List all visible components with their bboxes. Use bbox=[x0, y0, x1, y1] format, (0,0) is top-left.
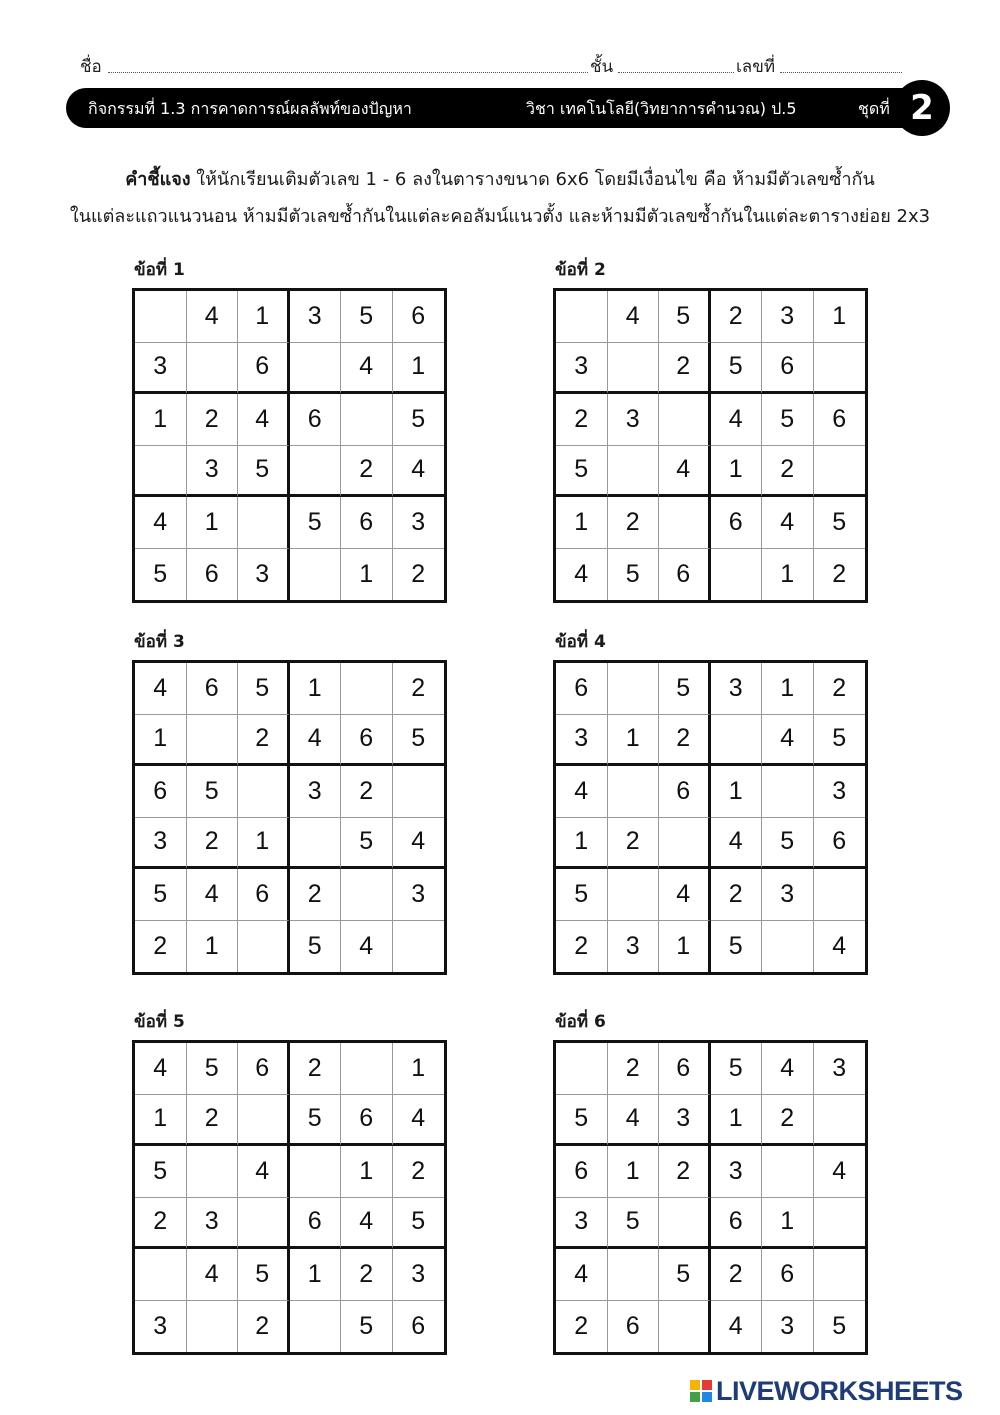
sudoku-given-cell: 6 bbox=[608, 1301, 660, 1353]
sudoku-given-cell: 1 bbox=[814, 291, 866, 343]
class-field[interactable] bbox=[618, 72, 734, 73]
sudoku-given-cell: 1 bbox=[187, 921, 239, 973]
sudoku-empty-cell[interactable] bbox=[290, 446, 342, 498]
sudoku-given-cell: 4 bbox=[187, 291, 239, 343]
sudoku-given-cell: 3 bbox=[135, 1301, 187, 1353]
sudoku-given-cell: 1 bbox=[290, 1249, 342, 1301]
sudoku-given-cell: 4 bbox=[135, 663, 187, 715]
instructions-line-1 bbox=[40, 164, 960, 193]
sudoku-given-cell: 2 bbox=[608, 818, 660, 870]
sudoku-given-cell: 5 bbox=[238, 1249, 290, 1301]
puzzle-3-grid bbox=[132, 660, 447, 975]
sudoku-given-cell: 5 bbox=[393, 715, 445, 767]
sudoku-empty-cell[interactable] bbox=[608, 1249, 660, 1301]
puzzle-2-title: ข้อที่ 2 bbox=[555, 260, 606, 280]
sudoku-given-cell: 4 bbox=[556, 766, 608, 818]
sudoku-empty-cell[interactable] bbox=[238, 921, 290, 973]
sudoku-given-cell: 6 bbox=[762, 343, 814, 395]
sudoku-given-cell: 4 bbox=[341, 1198, 393, 1250]
sudoku-given-cell: 4 bbox=[814, 1146, 866, 1198]
sudoku-given-cell: 5 bbox=[238, 663, 290, 715]
sudoku-empty-cell[interactable] bbox=[608, 663, 660, 715]
set-label: ชุดที่ bbox=[858, 99, 890, 118]
sudoku-given-cell: 5 bbox=[393, 1198, 445, 1250]
sudoku-given-cell: 2 bbox=[187, 1095, 239, 1147]
sudoku-empty-cell[interactable] bbox=[238, 497, 290, 549]
sudoku-given-cell: 1 bbox=[238, 818, 290, 870]
sudoku-given-cell: 5 bbox=[659, 1249, 711, 1301]
number-label: เลขที่ bbox=[736, 57, 776, 77]
sudoku-empty-cell[interactable] bbox=[659, 394, 711, 446]
sudoku-given-cell: 6 bbox=[290, 1198, 342, 1250]
sudoku-given-cell: 2 bbox=[341, 766, 393, 818]
instructions-text-1: ให้นักเรียนเติมตัวเลข 1 - 6 ลงในตารางขนาด 6x6 โดยมีเงื่อนไข คือ ห้ามมีตัวเลขซ้ำกัน bbox=[196, 169, 875, 190]
sudoku-empty-cell[interactable] bbox=[814, 446, 866, 498]
sudoku-given-cell: 2 bbox=[659, 343, 711, 395]
sudoku-given-cell: 3 bbox=[762, 1301, 814, 1353]
sudoku-empty-cell[interactable] bbox=[341, 1043, 393, 1095]
instructions-text-2: ในแต่ละแถวแนวนอน ห้ามมีตัวเลขซ้ำกันในแต่ละคอลัมน์แนวตั้ง และห้ามมีตัวเลขซ้ำกันในแต่ละตารางย่อย 2x3 bbox=[69, 206, 931, 227]
sudoku-given-cell: 3 bbox=[393, 1249, 445, 1301]
name-field[interactable] bbox=[108, 72, 588, 73]
sudoku-given-cell: 1 bbox=[711, 766, 763, 818]
sudoku-given-cell: 5 bbox=[290, 497, 342, 549]
sudoku-given-cell: 3 bbox=[135, 818, 187, 870]
sudoku-given-cell: 3 bbox=[290, 291, 342, 343]
sudoku-empty-cell[interactable] bbox=[135, 1249, 187, 1301]
puzzle-4-title: ข้อที่ 4 bbox=[555, 632, 606, 652]
sudoku-given-cell: 6 bbox=[238, 869, 290, 921]
logo-text: LIVEWORKSHEETS bbox=[716, 1376, 963, 1406]
sudoku-given-cell: 1 bbox=[393, 1043, 445, 1095]
sudoku-given-cell: 5 bbox=[762, 818, 814, 870]
sudoku-given-cell: 2 bbox=[187, 818, 239, 870]
sudoku-given-cell: 4 bbox=[711, 394, 763, 446]
sudoku-given-cell: 5 bbox=[135, 549, 187, 601]
sudoku-given-cell: 4 bbox=[393, 446, 445, 498]
logo-squares-icon bbox=[690, 1380, 712, 1402]
sudoku-given-cell: 2 bbox=[832, 559, 847, 588]
sudoku-given-cell: 3 bbox=[393, 497, 445, 549]
sudoku-empty-cell[interactable] bbox=[659, 1198, 711, 1250]
sudoku-empty-cell[interactable] bbox=[711, 715, 763, 767]
sudoku-given-cell: 2 bbox=[341, 446, 393, 498]
sudoku-given-cell: 1 bbox=[135, 715, 187, 767]
sudoku-empty-cell[interactable] bbox=[187, 1146, 239, 1198]
sudoku-empty-cell[interactable] bbox=[135, 291, 187, 343]
sudoku-given-cell: 1 bbox=[659, 921, 711, 973]
sudoku-empty-cell[interactable] bbox=[341, 869, 393, 921]
sudoku-given-cell: 3 bbox=[814, 1043, 866, 1095]
sudoku-empty-cell[interactable] bbox=[608, 343, 660, 395]
sudoku-given-cell: 5 bbox=[762, 394, 814, 446]
sudoku-empty-cell[interactable] bbox=[608, 446, 660, 498]
sudoku-given-cell: 2 bbox=[659, 715, 711, 767]
sudoku-given-cell: 3 bbox=[393, 869, 445, 921]
sudoku-given-cell: 2 bbox=[711, 291, 763, 343]
name-label: ชื่อ bbox=[80, 57, 102, 77]
sudoku-empty-cell[interactable] bbox=[814, 1198, 866, 1250]
sudoku-given-cell: 5 bbox=[290, 1095, 342, 1147]
sudoku-given-cell: 4 bbox=[762, 715, 814, 767]
sudoku-given-cell: 4 bbox=[711, 818, 763, 870]
sudoku-given-cell: 5 bbox=[556, 446, 608, 498]
sudoku-given-cell: 2 bbox=[711, 869, 763, 921]
sudoku-empty-cell[interactable] bbox=[341, 394, 393, 446]
sudoku-given-cell: 1 bbox=[341, 549, 393, 601]
sudoku-empty-cell[interactable] bbox=[290, 1301, 342, 1353]
sudoku-given-cell: 6 bbox=[290, 394, 342, 446]
sudoku-given-cell: 6 bbox=[762, 1249, 814, 1301]
sudoku-given-cell: 4 bbox=[556, 549, 608, 601]
sudoku-given-cell: 4 bbox=[238, 394, 290, 446]
sudoku-empty-cell[interactable] bbox=[814, 869, 866, 921]
sudoku-given-cell: 1 bbox=[341, 1146, 393, 1198]
sudoku-empty-cell[interactable] bbox=[290, 1146, 342, 1198]
sudoku-given-cell: 2 bbox=[290, 1043, 342, 1095]
sudoku-given-cell: 5 bbox=[393, 394, 445, 446]
sudoku-given-cell: 2 bbox=[411, 559, 426, 588]
sudoku-empty-cell[interactable] bbox=[238, 1095, 290, 1147]
sudoku-given-cell: 5 bbox=[608, 1198, 660, 1250]
sudoku-given-cell: 2 bbox=[238, 715, 290, 767]
sudoku-given-cell: 4 bbox=[187, 869, 239, 921]
sudoku-given-cell: 4 bbox=[238, 1146, 290, 1198]
sudoku-empty-cell[interactable] bbox=[187, 343, 239, 395]
sudoku-given-cell: 5 bbox=[814, 497, 866, 549]
sudoku-given-cell: 5 bbox=[711, 343, 763, 395]
sudoku-empty-cell[interactable] bbox=[393, 921, 445, 973]
sudoku-given-cell: 2 bbox=[608, 497, 660, 549]
sudoku-given-cell: 1 bbox=[762, 1198, 814, 1250]
puzzle-6-title: ข้อที่ 6 bbox=[555, 1012, 606, 1032]
puzzle-2-grid bbox=[553, 288, 868, 603]
sudoku-given-cell: 1 bbox=[608, 715, 660, 767]
sudoku-empty-cell[interactable] bbox=[608, 869, 660, 921]
sudoku-given-cell: 6 bbox=[711, 1198, 763, 1250]
sudoku-given-cell: 1 bbox=[135, 394, 187, 446]
sudoku-given-cell: 5 bbox=[711, 1043, 763, 1095]
sudoku-given-cell: 2 bbox=[290, 869, 342, 921]
sudoku-given-cell: 5 bbox=[832, 1311, 847, 1340]
sudoku-empty-cell[interactable] bbox=[187, 715, 239, 767]
instructions-line-2 bbox=[40, 201, 960, 230]
sudoku-given-cell: 3 bbox=[762, 291, 814, 343]
sudoku-given-cell: 5 bbox=[341, 1301, 393, 1353]
sudoku-given-cell: 1 bbox=[711, 1095, 763, 1147]
sudoku-given-cell: 3 bbox=[556, 1198, 608, 1250]
sudoku-empty-cell[interactable] bbox=[187, 1301, 239, 1353]
sudoku-given-cell: 4 bbox=[659, 869, 711, 921]
sudoku-given-cell: 6 bbox=[711, 497, 763, 549]
sudoku-given-cell: 6 bbox=[238, 343, 290, 395]
sudoku-given-cell: 2 bbox=[135, 921, 187, 973]
sudoku-given-cell: 6 bbox=[393, 291, 445, 343]
sudoku-given-cell: 5 bbox=[135, 1146, 187, 1198]
sudoku-empty-cell[interactable] bbox=[659, 818, 711, 870]
sudoku-given-cell: 4 bbox=[762, 497, 814, 549]
number-field[interactable] bbox=[780, 72, 902, 73]
sudoku-empty-cell[interactable] bbox=[814, 1095, 866, 1147]
sudoku-empty-cell[interactable] bbox=[290, 549, 342, 601]
header-banner bbox=[66, 88, 928, 128]
sudoku-given-cell: 5 bbox=[659, 663, 711, 715]
sudoku-given-cell: 3 bbox=[187, 1198, 239, 1250]
sudoku-empty-cell[interactable] bbox=[341, 663, 393, 715]
sudoku-given-cell: 2 bbox=[187, 394, 239, 446]
sudoku-given-cell: 6 bbox=[411, 1311, 426, 1340]
sudoku-given-cell: 2 bbox=[608, 1043, 660, 1095]
class-label: ชั้น bbox=[590, 57, 614, 77]
puzzle-4-grid bbox=[553, 660, 868, 975]
sudoku-given-cell: 1 bbox=[187, 497, 239, 549]
sudoku-given-cell: 1 bbox=[762, 549, 814, 601]
sudoku-given-cell: 2 bbox=[659, 1146, 711, 1198]
puzzle-5-title: ข้อที่ 5 bbox=[134, 1012, 185, 1032]
sudoku-given-cell: 2 bbox=[556, 394, 608, 446]
sudoku-empty-cell[interactable] bbox=[556, 291, 608, 343]
puzzle-1-title: ข้อที่ 1 bbox=[134, 260, 185, 280]
sudoku-given-cell: 2 bbox=[556, 1301, 608, 1353]
sudoku-given-cell: 6 bbox=[556, 663, 608, 715]
sudoku-given-cell: 4 bbox=[393, 818, 445, 870]
sudoku-given-cell: 2 bbox=[762, 446, 814, 498]
sudoku-empty-cell[interactable] bbox=[135, 446, 187, 498]
sudoku-empty-cell[interactable] bbox=[238, 766, 290, 818]
sudoku-given-cell: 4 bbox=[608, 291, 660, 343]
sudoku-given-cell: 3 bbox=[187, 446, 239, 498]
instructions-label: คำชี้แจง bbox=[125, 169, 191, 190]
sudoku-given-cell: 4 bbox=[393, 1095, 445, 1147]
sudoku-empty-cell[interactable] bbox=[814, 343, 866, 395]
sudoku-given-cell: 2 bbox=[814, 663, 866, 715]
sudoku-given-cell: 1 bbox=[556, 497, 608, 549]
sudoku-given-cell: 1 bbox=[556, 818, 608, 870]
sudoku-given-cell: 2 bbox=[341, 1249, 393, 1301]
sudoku-given-cell: 1 bbox=[608, 1146, 660, 1198]
sudoku-given-cell: 6 bbox=[814, 818, 866, 870]
activity-title: กิจกรรมที่ 1.3 การคาดการณ์ผลลัพท์ของปัญหา bbox=[88, 99, 412, 118]
sudoku-given-cell: 5 bbox=[135, 869, 187, 921]
sudoku-empty-cell[interactable] bbox=[762, 766, 814, 818]
sudoku-given-cell: 4 bbox=[608, 1095, 660, 1147]
sudoku-given-cell: 5 bbox=[187, 766, 239, 818]
sudoku-given-cell: 6 bbox=[659, 549, 711, 601]
puzzle-5-grid bbox=[132, 1040, 447, 1355]
sudoku-given-cell: 3 bbox=[556, 715, 608, 767]
sudoku-given-cell: 5 bbox=[238, 446, 290, 498]
puzzle-3-title: ข้อที่ 3 bbox=[134, 632, 185, 652]
sudoku-given-cell: 3 bbox=[135, 343, 187, 395]
puzzle-1-grid bbox=[132, 288, 447, 603]
sudoku-given-cell: 6 bbox=[187, 549, 239, 601]
puzzle-6-grid bbox=[553, 1040, 868, 1355]
sudoku-given-cell: 6 bbox=[238, 1043, 290, 1095]
sudoku-given-cell: 6 bbox=[556, 1146, 608, 1198]
sudoku-given-cell: 5 bbox=[290, 921, 342, 973]
sudoku-empty-cell[interactable] bbox=[290, 818, 342, 870]
sudoku-given-cell: 6 bbox=[659, 766, 711, 818]
sudoku-given-cell: 2 bbox=[556, 921, 608, 973]
sudoku-given-cell: 6 bbox=[341, 1095, 393, 1147]
sudoku-given-cell: 3 bbox=[608, 394, 660, 446]
sudoku-given-cell: 6 bbox=[341, 715, 393, 767]
sudoku-given-cell: 3 bbox=[814, 766, 866, 818]
sudoku-given-cell: 3 bbox=[238, 549, 290, 601]
sudoku-given-cell: 6 bbox=[341, 497, 393, 549]
sudoku-given-cell: 3 bbox=[711, 1146, 763, 1198]
sudoku-given-cell: 3 bbox=[711, 663, 763, 715]
sudoku-given-cell: 5 bbox=[711, 921, 763, 973]
sudoku-empty-cell[interactable] bbox=[238, 1198, 290, 1250]
sudoku-given-cell: 2 bbox=[762, 1095, 814, 1147]
sudoku-empty-cell[interactable] bbox=[608, 766, 660, 818]
sudoku-given-cell: 4 bbox=[135, 497, 187, 549]
sudoku-empty-cell[interactable] bbox=[659, 497, 711, 549]
sudoku-empty-cell[interactable] bbox=[393, 766, 445, 818]
sudoku-given-cell: 3 bbox=[290, 766, 342, 818]
sudoku-given-cell: 6 bbox=[135, 766, 187, 818]
sudoku-given-cell: 4 bbox=[711, 1301, 763, 1353]
sudoku-given-cell: 1 bbox=[762, 663, 814, 715]
student-info-line bbox=[80, 50, 902, 82]
sudoku-given-cell: 1 bbox=[290, 663, 342, 715]
sudoku-given-cell: 4 bbox=[135, 1043, 187, 1095]
sudoku-given-cell: 6 bbox=[659, 1043, 711, 1095]
sudoku-given-cell: 3 bbox=[608, 921, 660, 973]
sudoku-given-cell: 4 bbox=[762, 1043, 814, 1095]
sudoku-empty-cell[interactable] bbox=[814, 1249, 866, 1301]
sudoku-given-cell: 2 bbox=[711, 1249, 763, 1301]
sudoku-empty-cell[interactable] bbox=[711, 549, 763, 601]
sudoku-given-cell: 5 bbox=[814, 715, 866, 767]
sudoku-given-cell: 1 bbox=[393, 343, 445, 395]
sudoku-empty-cell[interactable] bbox=[290, 343, 342, 395]
sudoku-empty-cell[interactable] bbox=[762, 1146, 814, 1198]
sudoku-given-cell: 5 bbox=[608, 549, 660, 601]
sudoku-given-cell: 4 bbox=[341, 921, 393, 973]
sudoku-given-cell: 5 bbox=[187, 1043, 239, 1095]
sudoku-given-cell: 2 bbox=[238, 1301, 290, 1353]
sudoku-given-cell: 6 bbox=[814, 394, 866, 446]
sudoku-given-cell: 4 bbox=[556, 1249, 608, 1301]
sudoku-given-cell: 3 bbox=[659, 1095, 711, 1147]
sudoku-given-cell: 4 bbox=[290, 715, 342, 767]
sudoku-given-cell: 4 bbox=[659, 446, 711, 498]
sudoku-given-cell: 5 bbox=[556, 1095, 608, 1147]
sudoku-given-cell: 2 bbox=[393, 1146, 445, 1198]
sudoku-empty-cell[interactable] bbox=[762, 921, 814, 973]
sudoku-given-cell: 1 bbox=[711, 446, 763, 498]
subject-title: วิชา เทคโนโลยี(วิทยาการคำนวณ) ป.5 bbox=[526, 99, 797, 118]
sudoku-given-cell: 5 bbox=[556, 869, 608, 921]
sudoku-given-cell: 5 bbox=[341, 291, 393, 343]
set-number-badge: 2 bbox=[894, 80, 950, 136]
sudoku-empty-cell[interactable] bbox=[556, 1043, 608, 1095]
sudoku-given-cell: 1 bbox=[238, 291, 290, 343]
sudoku-given-cell: 5 bbox=[659, 291, 711, 343]
sudoku-given-cell: 6 bbox=[187, 663, 239, 715]
sudoku-given-cell: 4 bbox=[832, 931, 847, 960]
sudoku-given-cell: 2 bbox=[393, 663, 445, 715]
sudoku-given-cell: 4 bbox=[187, 1249, 239, 1301]
sudoku-given-cell: 3 bbox=[762, 869, 814, 921]
sudoku-given-cell: 5 bbox=[341, 818, 393, 870]
sudoku-given-cell: 3 bbox=[556, 343, 608, 395]
sudoku-given-cell: 1 bbox=[135, 1095, 187, 1147]
sudoku-empty-cell[interactable] bbox=[659, 1301, 711, 1353]
sudoku-given-cell: 4 bbox=[341, 343, 393, 395]
sudoku-given-cell: 2 bbox=[135, 1198, 187, 1250]
